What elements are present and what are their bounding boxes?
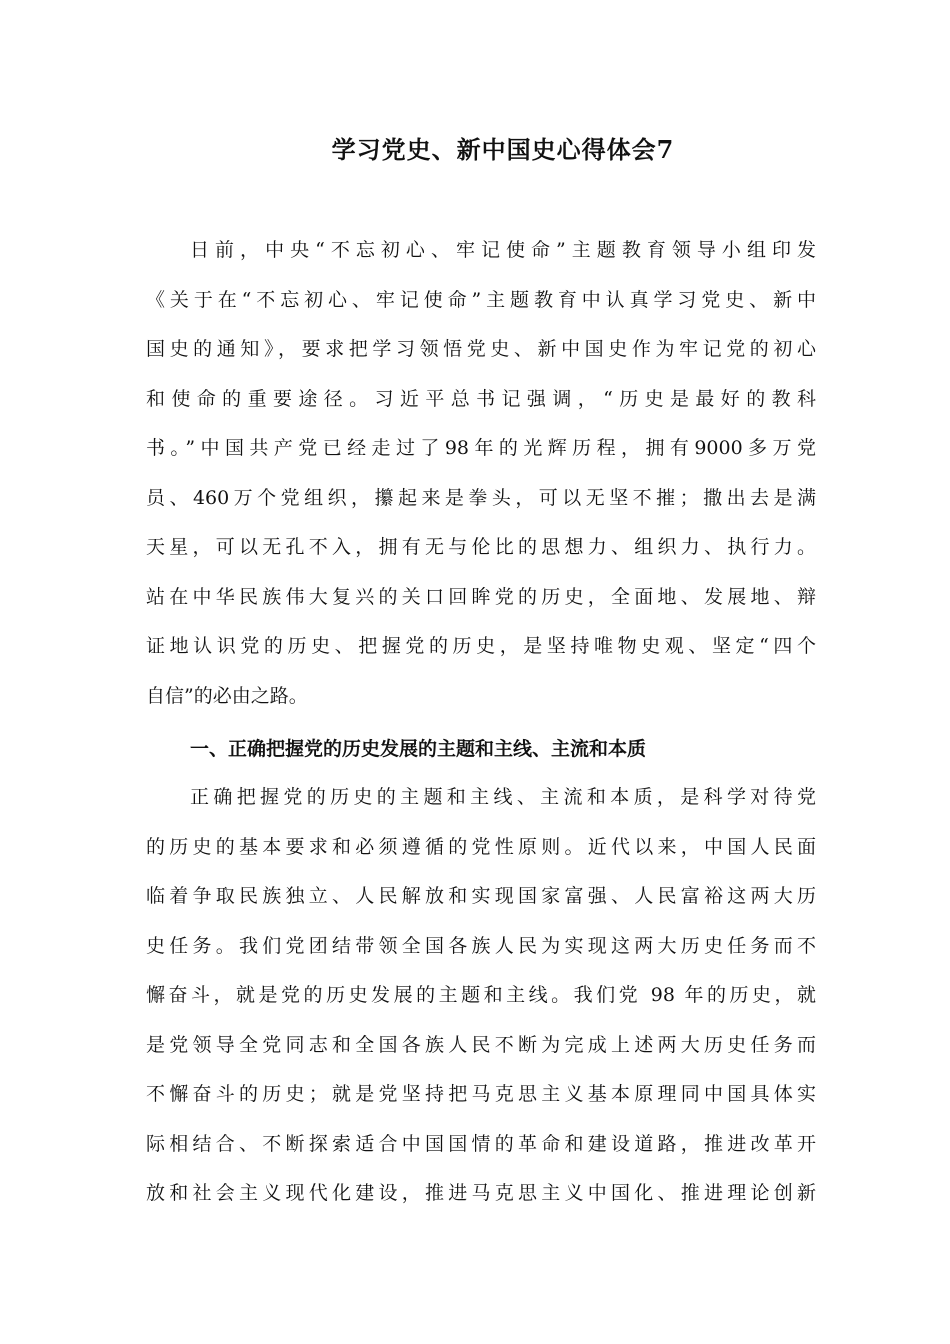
document-title: 学习党史、新中国史心得体会7 bbox=[331, 135, 675, 164]
paragraph-line: 不懈奋斗的历史；就是党坚持把马克思主义基本原理同中国具体实 bbox=[146, 1083, 816, 1105]
paragraph-line: 际相结合、不断探索适合中国国情的革命和建设道路，推进改革开 bbox=[146, 1132, 816, 1155]
paragraph-line: 《关于在“不忘初心、牢记使命”主题教育中认真学习党史、新中 bbox=[146, 288, 816, 311]
paragraph-line: 证地认识党的历史、把握党的历史，是坚持唯物史观、坚定“四个 bbox=[146, 635, 816, 657]
paragraph-line: 国史的通知》，要求把学习领悟党史、新中国史作为牢记党的初心 bbox=[146, 338, 816, 360]
paragraph-line: 员、460万个党组织，攥起来是拳头，可以无坚不摧；撒出去是满 bbox=[146, 486, 816, 509]
paragraph-line: 天星，可以无孔不入，拥有无与伦比的思想力、组织力、执行力。 bbox=[146, 536, 816, 558]
paragraph-section-1 bbox=[146, 773, 816, 1219]
paragraph-line: 史任务。我们党团结带领全国各族人民为实现这两大历史任务而不 bbox=[146, 934, 816, 957]
paragraph-intro bbox=[146, 226, 816, 721]
paragraph-line: 懈奋斗，就是党的历史发展的主题和主线。我们党 98 年的历史，就 bbox=[146, 984, 816, 1006]
paragraph-line: 日前，中央“不忘初心、牢记使命”主题教育领导小组印发 bbox=[190, 239, 816, 261]
paragraph-line: 放和社会主义现代化建设，推进马克思主义中国化、推进理论创新 bbox=[146, 1182, 816, 1204]
paragraph-line: 的历史的基本要求和必须遵循的党性原则。近代以来，中国人民面 bbox=[146, 835, 816, 858]
paragraph-line: 站在中华民族伟大复兴的关口回眸党的历史，全面地、发展地、辩 bbox=[146, 585, 816, 608]
section-heading-1: 一、正确把握党的历史发展的主题和主线、主流和本质 bbox=[190, 738, 647, 760]
paragraph-line: 书。”中国共产党已经走过了98年的光辉历程，拥有9000多万党 bbox=[146, 437, 816, 459]
paragraph-line: 正确把握党的历史的主题和主线、主流和本质，是科学对待党 bbox=[190, 786, 816, 808]
paragraph-line: 是党领导全党同志和全国各族人民不断为完成上述两大历史任务而 bbox=[146, 1033, 816, 1056]
paragraph-line: 临着争取民族独立、人民解放和实现国家富强、人民富裕这两大历 bbox=[146, 885, 816, 907]
paragraph-line: 和使命的重要途径。习近平总书记强调，“历史是最好的教科 bbox=[146, 387, 816, 410]
paragraph-line: 自信”的必由之路。 bbox=[146, 684, 308, 707]
